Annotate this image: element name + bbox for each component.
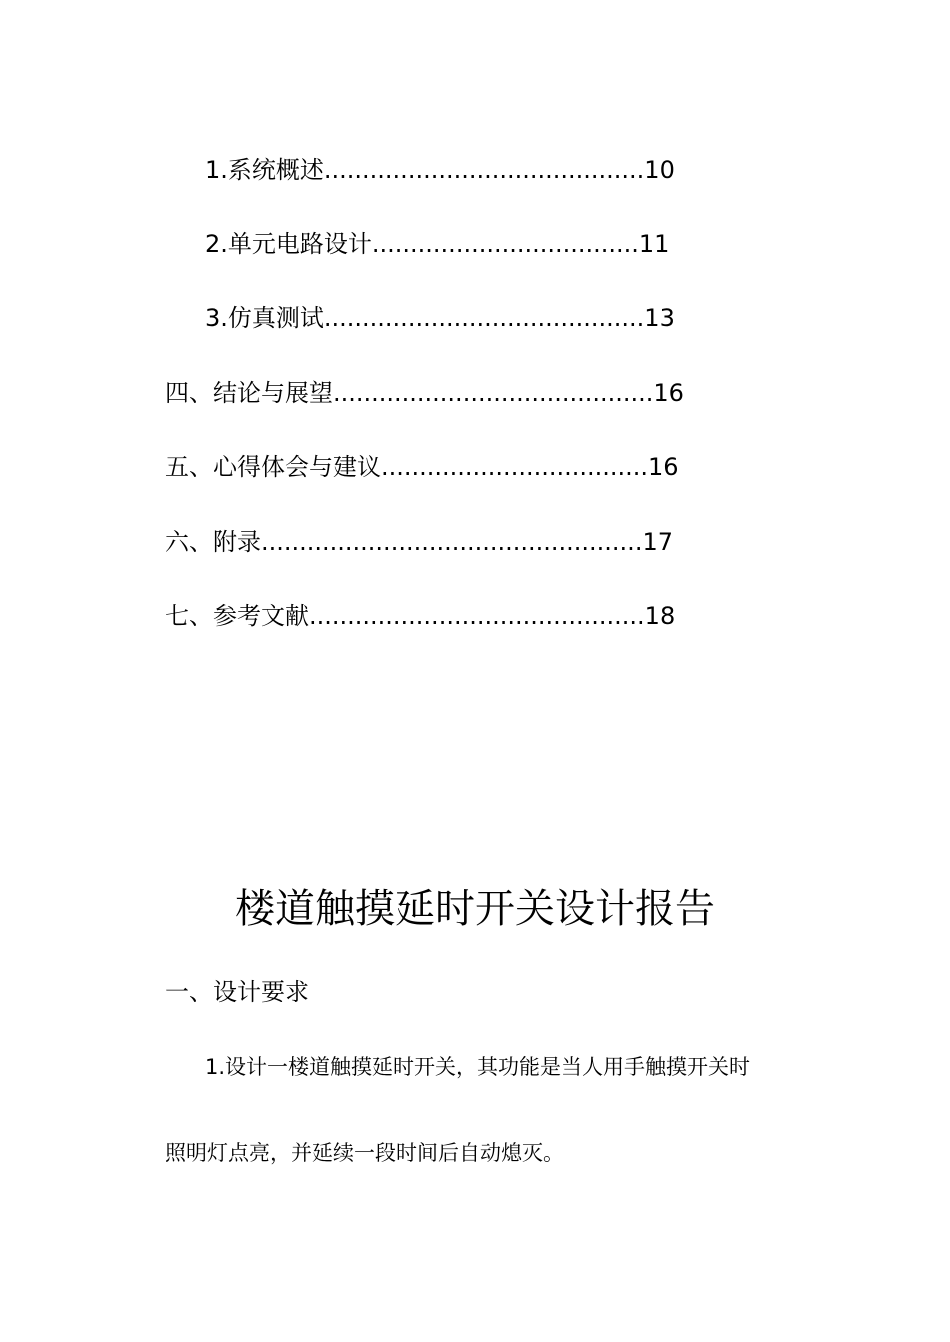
toc-entry-references[interactable]: 七、参考文献............................................18: [165, 602, 676, 630]
section-heading-design-requirements: 一、设计要求: [165, 978, 309, 1006]
toc-entry-reflections[interactable]: 五、心得体会与建议...................................16: [165, 453, 679, 481]
paragraph-line-1: 1.设计一楼道触摸延时开关，其功能是当人用手触摸开关时: [205, 1055, 751, 1079]
toc-entry-simulation-test[interactable]: 3.仿真测试..........................................13: [205, 304, 675, 332]
toc-entry-system-overview[interactable]: 1.系统概述..........................................10: [205, 156, 675, 184]
toc-entry-conclusion[interactable]: 四、结论与展望..........................................16: [165, 379, 684, 407]
toc-entry-circuit-design[interactable]: 2.单元电路设计...................................11: [205, 230, 670, 258]
toc-entry-appendix[interactable]: 六、附录..................................................17: [165, 528, 673, 556]
paragraph-line-2: 照明灯点亮，并延续一段时间后自动熄灭。: [165, 1141, 564, 1165]
document-title: 楼道触摸延时开关设计报告: [235, 886, 715, 932]
